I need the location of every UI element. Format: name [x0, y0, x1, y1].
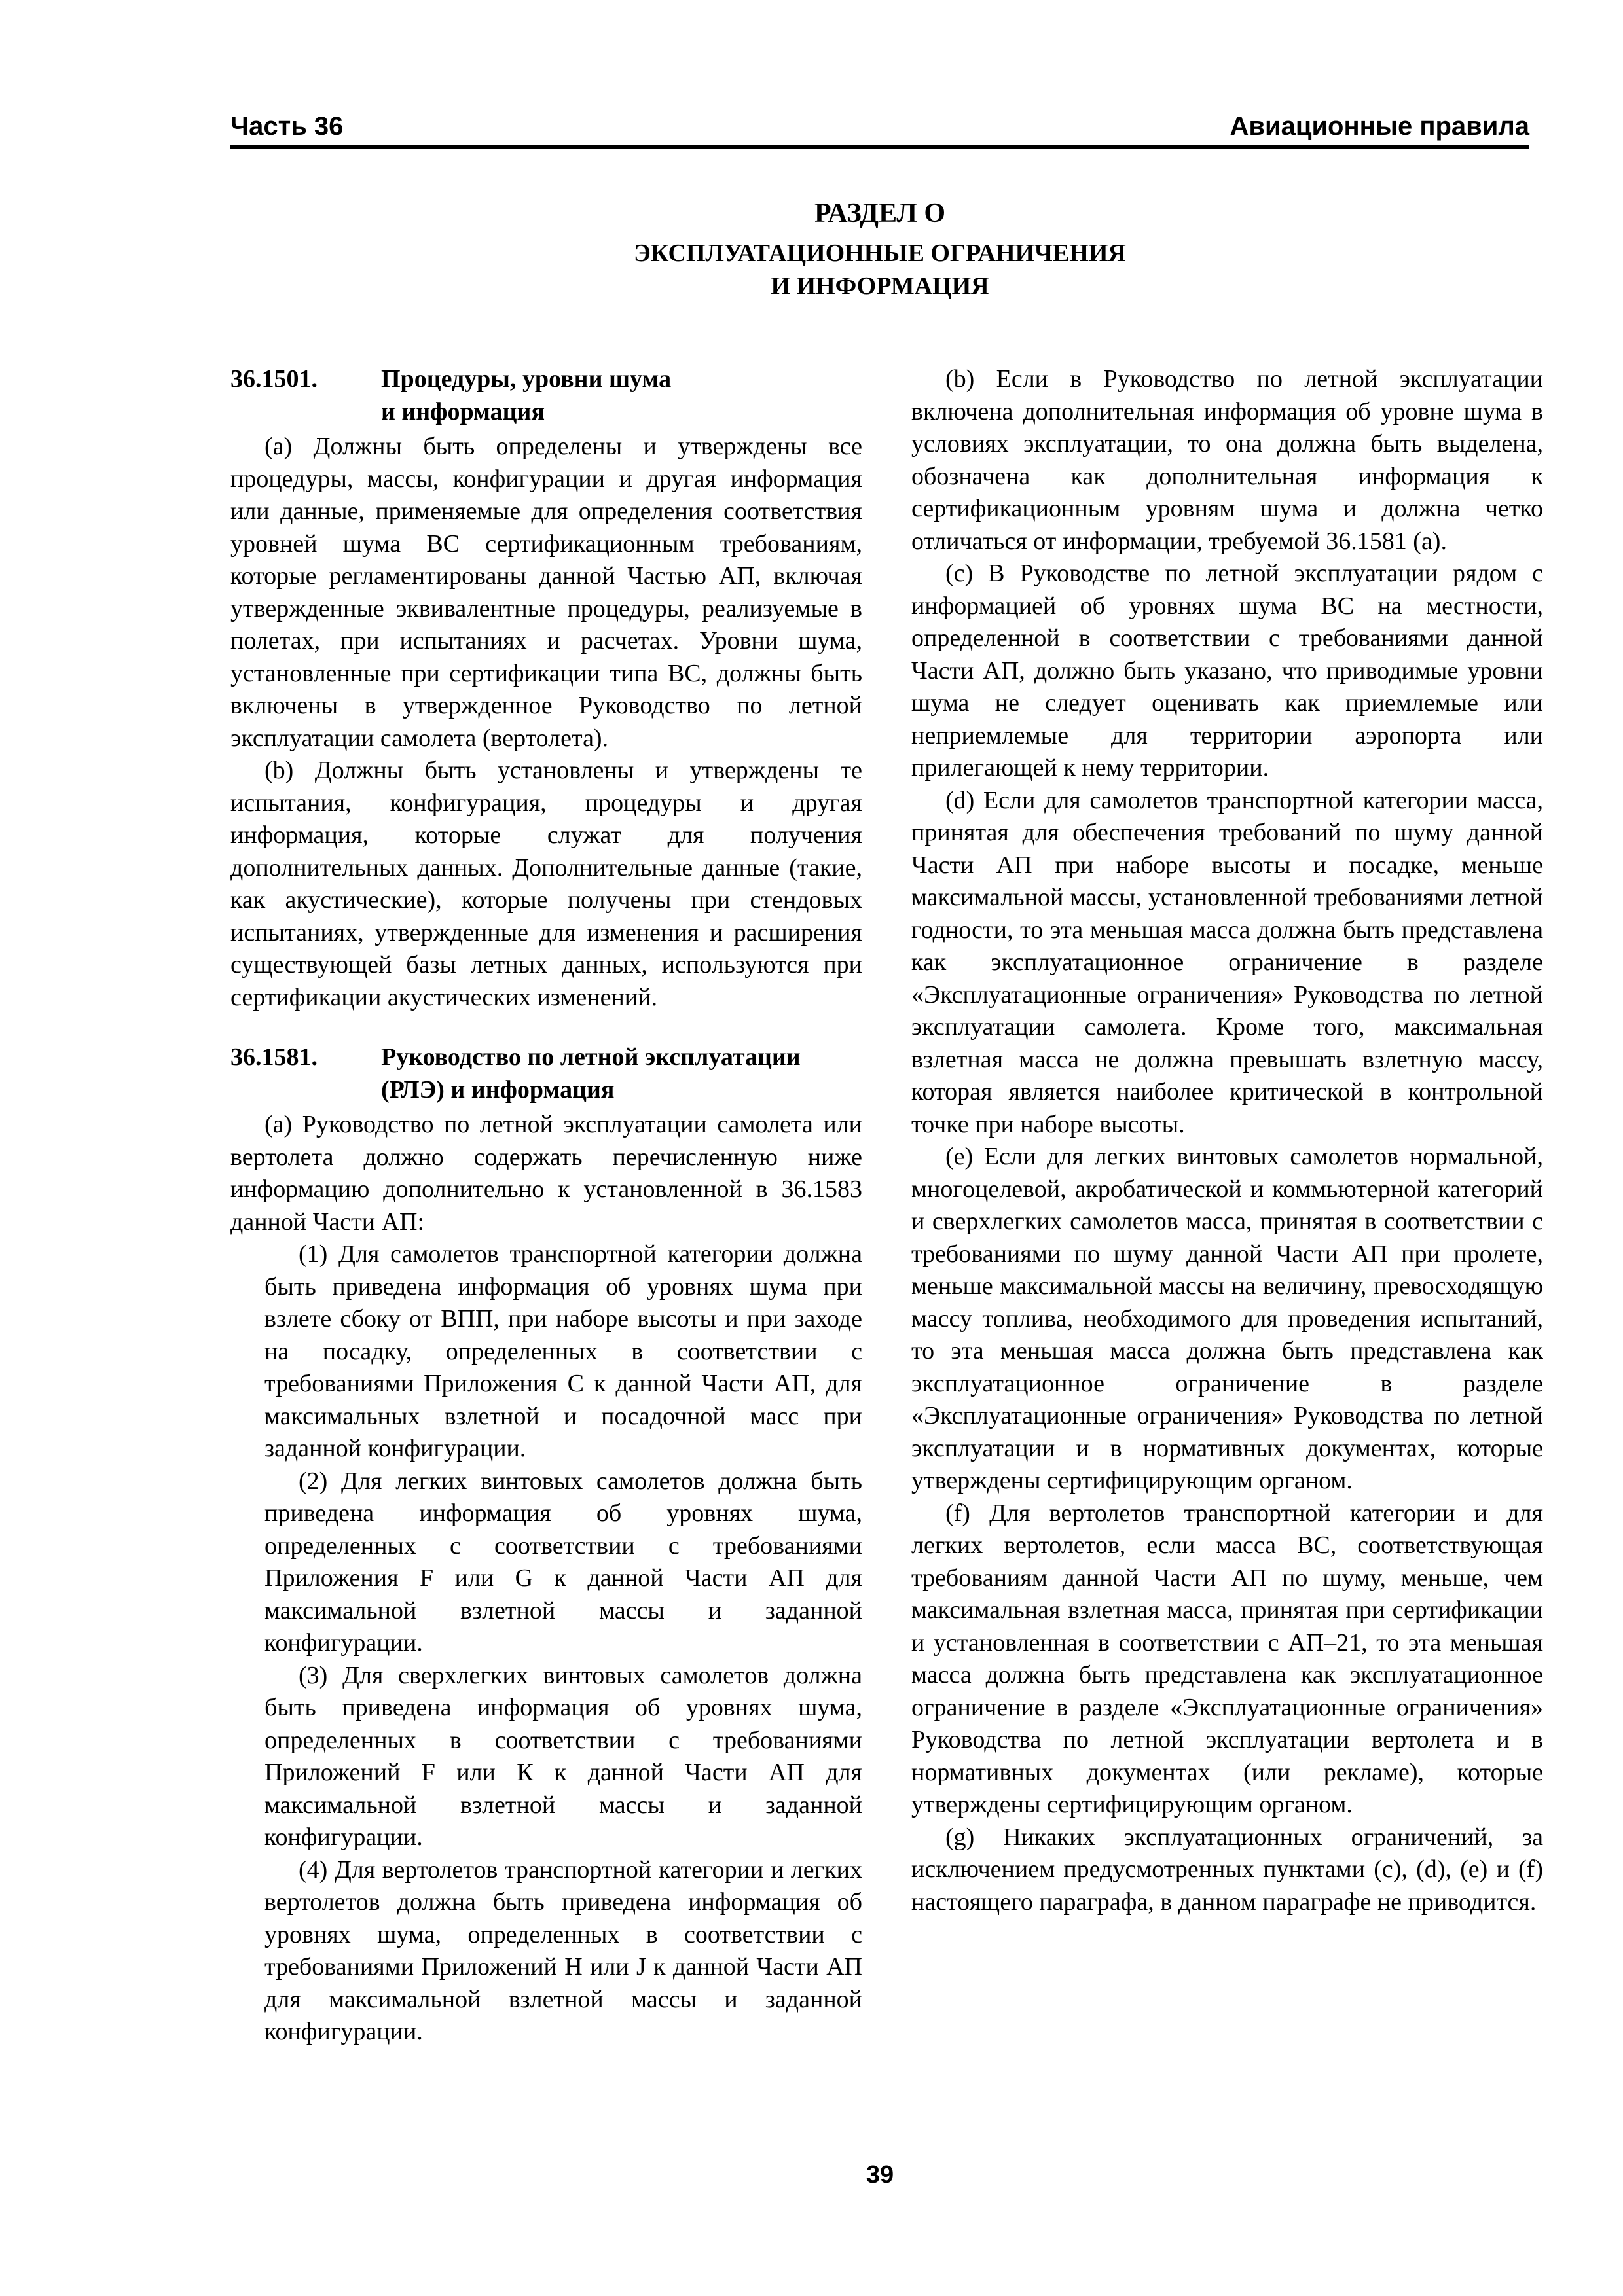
- paragraph-number: 36.1581.: [230, 1043, 318, 1071]
- page-number: 39: [866, 2161, 894, 2189]
- right-column: [911, 363, 1543, 1918]
- running-header: [230, 110, 1529, 149]
- document-series-label: Авиационные правила: [1230, 112, 1529, 141]
- part-label: Часть 36: [230, 112, 344, 141]
- section-subtitle-line: ЭКСПЛУАТАЦИОННЫЕ ОГРАНИЧЕНИЯ: [634, 240, 1126, 267]
- paragraph-title: [381, 1041, 862, 1106]
- paragraph-title-line: Руководство по летной эксплуатации: [381, 1043, 801, 1071]
- clause-1581-a2: (2) Для легких винтовых самолетов должна быть приведена информация об уровнях шума, определенных с соответствии с требованиями Приложения F или G к данной Части АП для максимальной взлетной массы и заданной конфигурации.: [264, 1467, 862, 1657]
- paragraph-heading-1501: [230, 363, 862, 428]
- paragraph-title-line: Процедуры, уровни шума: [381, 365, 672, 393]
- clause-1581-a: (а) Руководство по летной эксплуатации самолета или вертолета должно содержать перечисленную ниже информацию дополнительно к установленной в 36.1583 данной Части АП:: [230, 1111, 862, 1236]
- section-subtitle: [230, 237, 1529, 302]
- clause-1581-b: (b) Если в Руководство по летной эксплуатации включена дополнительная информация об уровне шума в условиях эксплуатации, то она должна быть выделена, обозначена как дополнительная информация к сертификационным уровням шума и должна четко отличаться от информации, требуемой 36.1581 (а).: [911, 365, 1543, 555]
- clause-1581-g: (g) Никаких эксплуатационных ограничений, за исключением предусмотренных пунктами (с), (d), (е) и (f) настоящего параграфа, в данном параграфе не приводится.: [911, 1823, 1543, 1916]
- clause-1581-d: (d) Если для самолетов транспортной категории масса, принятая для обеспечения требований по шуму данной Части АП при наборе высоты и посадке, меньше максимальной массы, установленной требованиями летной годности, то эта меньшая масса должна быть представлена как эксплуатационное ограничение в разделе «Эксплуатационные ограничения» Руководства по летной эксплуатации самолета. Кроме того, максимальная взлетная масса не должна превышать взлетную массу, которая является наиболее критической в контрольной точке при наборе высоты.: [911, 786, 1543, 1138]
- clause-1581-c: (с) В Руководстве по летной эксплуатации рядом с информацией об уровнях шума ВС на местности, определенной в соответствии с требованиями данной Части АП, должно быть указано, что приводимые уровни шума не следует оценивать как приемлемые или неприемлемые для территории аэропорта или прилегающей к нему территории.: [911, 560, 1543, 781]
- paragraph-title-line: (РЛЭ) и информация: [381, 1075, 615, 1103]
- clause-1581-a3: (3) Для сверхлегких винтовых самолетов должна быть приведена информация об уровнях шума, определенных в соответствии с требованиями Приложений F или К к данной Части АП для максимальной взлетной массы и заданной конфигурации.: [264, 1661, 862, 1851]
- paragraph-title: [381, 363, 862, 428]
- clause-1581-a1: (1) Для самолетов транспортной категории должна быть приведена информация об уровнях шума при взлете сбоку от ВПП, при наборе высоты и при заходе на посадку, определенных в соответствии с требованиями Приложения С к данной Части АП, для максимальных взлетной и посадочной масс при заданной конфигурации.: [264, 1240, 862, 1462]
- clause-1501-a: (а) Должны быть определены и утверждены все процедуры, массы, конфигурации и другая информация или данные, применяемые для определения соответствия уровней шума ВС сертификационным требованиям, которые регламентированы данной Частью АП, включая утвержденные эквивалентные процедуры, реализуемые в полетах, при испытаниях и расчетах. Уровни шума, установленные при сертификации типа ВС, должны быть включены в утвержденное Руководство по летной эксплуатации самолета (вертолета).: [230, 433, 862, 752]
- paragraph-number: 36.1501.: [230, 365, 318, 393]
- left-column: [230, 363, 862, 2049]
- section-subtitle-line: И ИНФОРМАЦИЯ: [771, 272, 989, 300]
- clause-1581-e: (е) Если для легких винтовых самолетов нормальной, многоцелевой, акробатической и коммьютерной категорий и сверхлегких самолетов масса, принятая в соответствии с требованиями по шуму данной Части АП при пролете, меньше максимальной массы на величину, превосходящую массу топлива, необходимого для проведения испытаний, то эта меньшая масса должна быть представлена как эксплуатационное ограничение в разделе «Эксплуатационные ограничения» Руководства по летной эксплуатации и в нормативных документах, которые утверждены сертифицирующим органом.: [911, 1143, 1543, 1494]
- clause-1501-b: (b) Должны быть установлены и утверждены те испытания, конфигурация, процедуры и другая информация, которые служат для получения дополнительных данных. Дополнительные данные (такие, как акустические), которые получены при стендовых испытаниях, утвержденные для изменения и расширения существующей базы летных данных, используются при сертификации акустических изменений.: [230, 757, 862, 1011]
- paragraph-heading-1581: [230, 1041, 862, 1106]
- section-title: РАЗДЕЛ О: [814, 198, 945, 228]
- paragraph-title-line: и информация: [381, 397, 545, 425]
- clause-1581-f: (f) Для вертолетов транспортной категории и для легких вертолетов, если масса ВС, соответствующая требованиям данной Части АП по шуму, меньше, чем максимальная взлетная масса, принятая при сертификации и установленная в соответствии с АП–21, то эта меньшая масса должна быть представлена как эксплуатационное ограничение в разделе «Эксплуатационные ограничения» Руководства по летной эксплуатации вертолета и в нормативных документах (или рекламе), которые утверждены сертифицирующим органом.: [911, 1499, 1543, 1818]
- clause-1581-a4: (4) Для вертолетов транспортной категории и легких вертолетов должна быть приведена информация об уровнях шума, определенных в соответствии с требованиями Приложений Н или J к данной Части АП для максимальной взлетной массы и заданной конфигурации.: [264, 1856, 862, 2045]
